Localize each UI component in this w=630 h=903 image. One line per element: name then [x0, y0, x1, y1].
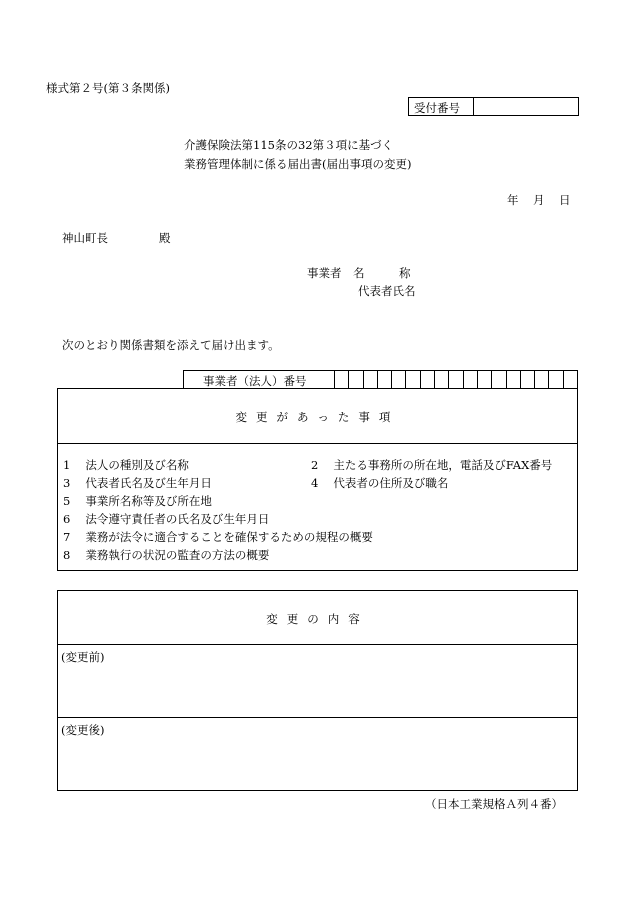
- before-content-field[interactable]: [58, 663, 577, 715]
- item-number: 4: [311, 476, 319, 490]
- divider: [58, 443, 577, 444]
- business-number-digit[interactable]: [348, 371, 362, 389]
- date-month-label: 月: [533, 193, 545, 207]
- item-2: [311, 457, 552, 473]
- business-number-digit[interactable]: [363, 371, 377, 389]
- title-line-2: 業務管理体制に係る届出書(届出事項の変更): [184, 157, 412, 171]
- changed-items-header: 変更があった事項: [235, 410, 400, 424]
- item-text: 法人の種別及び名称: [85, 458, 189, 472]
- item-number: 8: [63, 548, 71, 562]
- business-number-row: [183, 370, 578, 389]
- item-1: [63, 457, 189, 473]
- business-number-digit[interactable]: [506, 371, 520, 389]
- item-3: [63, 475, 212, 491]
- business-number-digit[interactable]: [434, 371, 448, 389]
- item-number: 3: [63, 476, 71, 490]
- divider: [58, 644, 577, 645]
- item-number: 7: [63, 530, 71, 544]
- item-8: [63, 547, 269, 563]
- business-number-digit[interactable]: [377, 371, 391, 389]
- recipient-name: 神山町長: [62, 231, 108, 245]
- item-text: 代表者の住所及び職名: [333, 476, 449, 490]
- intro-text: 次のとおり関係書類を添えて届け出ます。: [62, 338, 280, 352]
- representative-name-label: 代表者氏名: [358, 284, 416, 298]
- item-text: 業務執行の状況の監査の方法の概要: [85, 548, 270, 562]
- business-number-digit[interactable]: [534, 371, 548, 389]
- business-number-digit[interactable]: [491, 371, 505, 389]
- business-number-label: 事業者（法人）番号: [203, 374, 307, 388]
- receipt-number-label: 受付番号: [414, 101, 460, 115]
- changed-items-section: [57, 388, 578, 571]
- item-number: 1: [63, 458, 71, 472]
- receipt-number-field[interactable]: [473, 98, 579, 115]
- item-number: 5: [63, 494, 71, 508]
- business-number-digit[interactable]: [420, 371, 434, 389]
- change-content-header: 変更の内容: [266, 612, 369, 626]
- before-label: (変更前): [61, 650, 105, 664]
- divider: [58, 717, 577, 718]
- item-text: 代表者氏名及び生年月日: [85, 476, 212, 490]
- item-text: 主たる事務所の所在地，電話及びFAX番号: [333, 458, 553, 472]
- business-number-digit[interactable]: [548, 371, 562, 389]
- date-year-label: 年: [507, 193, 519, 207]
- item-text: 事業所名称等及び所在地: [85, 494, 212, 508]
- recipient-honorific: 殿: [159, 231, 171, 245]
- change-content-section: [57, 590, 578, 791]
- item-6: [63, 511, 269, 527]
- after-label: (変更後): [61, 723, 105, 737]
- business-number-digit[interactable]: [448, 371, 462, 389]
- item-text: 業務が法令に適合することを確保するための規程の概要: [85, 530, 373, 544]
- date-day-label: 日: [559, 193, 571, 207]
- item-number: 2: [311, 458, 319, 472]
- business-number-digit[interactable]: [405, 371, 419, 389]
- company-name-label: 事業者 名 称: [307, 266, 411, 280]
- item-5: [63, 493, 212, 509]
- business-number-digit[interactable]: [563, 371, 577, 389]
- business-number-digit[interactable]: [520, 371, 534, 389]
- receipt-number-box: [408, 97, 579, 116]
- business-number-digit[interactable]: [334, 371, 348, 389]
- title-line-1: 介護保険法第115条の32第３項に基づく: [184, 138, 394, 152]
- business-number-digit[interactable]: [463, 371, 477, 389]
- form-number: 様式第２号(第３条関係): [46, 81, 170, 95]
- footer-note: （日本工業規格Ａ列４番）: [425, 797, 563, 811]
- item-number: 6: [63, 512, 71, 526]
- business-number-digit[interactable]: [477, 371, 491, 389]
- business-number-digit[interactable]: [391, 371, 405, 389]
- after-content-field[interactable]: [58, 736, 577, 788]
- item-text: 法令遵守責任者の氏名及び生年月日: [85, 512, 270, 526]
- item-4: [311, 475, 448, 491]
- item-7: [63, 529, 373, 545]
